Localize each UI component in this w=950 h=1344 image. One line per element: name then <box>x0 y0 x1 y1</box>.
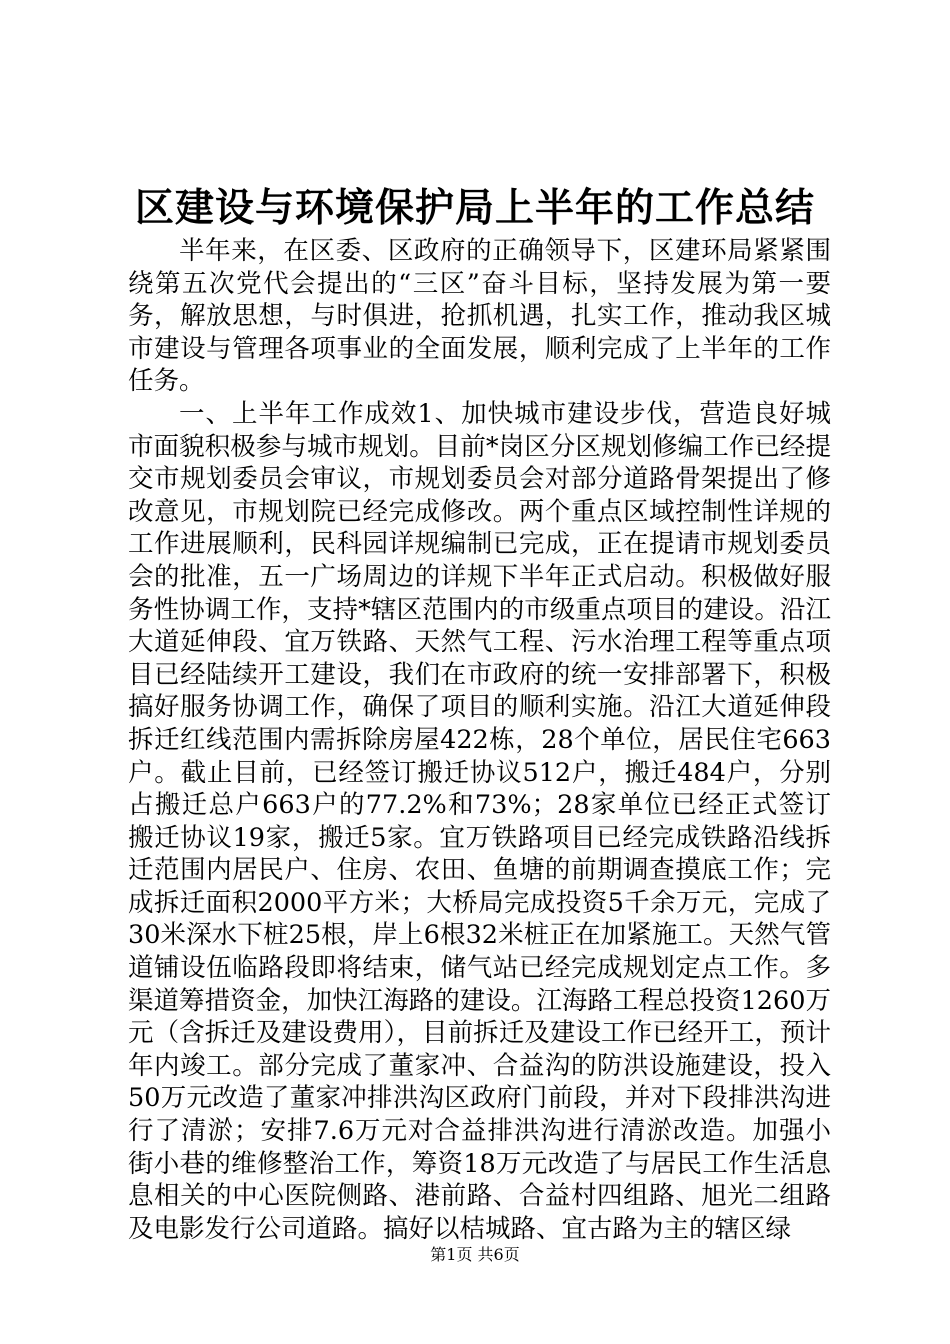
paragraph-intro: 半年来，在区委、区政府的正确领导下，区建环局紧紧围绕第五次党代会提出的“三区”奋斗目标，坚持发展为第一要务，解放思想，与时俱进，抢抓机遇，扎实工作，推动我区城市建设与管理各项事业的全面发展，顺利完成了上半年的工作任务。 <box>128 236 831 397</box>
document-title: 区建设与环境保护局上半年的工作总结 <box>134 186 815 231</box>
paragraph-achievements: 一、上半年工作成效1、加快城市建设步伐，营造良好城市面貌积极参与城市规划。目前*岗区分区规划修编工作已经提交市规划委员会审议，市规划委员会对部分道路骨架提出了修改意见，市规划院已经完成修改。两个重点区域控制性详规的工作进展顺利，民科园详规编制已完成，正在提请市规划委员会的批准，五一广场周边的详规下半年正式启动。积极做好服务性协调工作，支持*辖区范围内的市级重点项目的建设。沿江大道延伸段、宜万铁路、天然气工程、污水治理工程等重点项目已经陆续开工建设，我们在市政府的统一安排部署下，积极搞好服务协调工作，确保了项目的顺利实施。沿江大道延伸段拆迁红线范围内需拆除房屋422栋，28个单位，居民住宅663户。截止目前，已经签订搬迁协议512户，搬迁484户，分别占搬迁总户663户的77.2%和73%；28家单位已经正式签订搬迁协议19家，搬迁5家。宜万铁路项目已经完成铁路沿线拆迁范围内居民户、住房、农田、鱼塘的前期调查摸底工作；完成拆迁面积2000平方米；大桥局完成投资5千余万元，完成了30米深水下桩25根，岸上6根32米桩正在加紧施工。天然气管道铺设伍临路段即将结束，储气站已经完成规划定点工作。多渠道筹措资金，加快江海路的建设。江海路工程总投资1260万元（含拆迁及建设费用），目前拆迁及建设工作已经开工，预计年内竣工。部分完成了董家冲、合益沟的防洪设施建设，投入50万元改造了董家冲排洪沟区政府门前段，并对下段排洪沟进行了清淤；安排7.6万元对合益排洪沟进行清淤改造。加强小街小巷的维修整治工作，筹资18万元改造了与居民工作生活息息相关的中心医院侧路、港前路、合益村四组路、旭光二组路及电影发行公司道路。搞好以桔城路、宜古路为主的辖区绿 <box>128 398 831 1244</box>
document-body <box>128 235 831 1245</box>
page-number-footer: 第1页 共6页 <box>430 1245 520 1264</box>
